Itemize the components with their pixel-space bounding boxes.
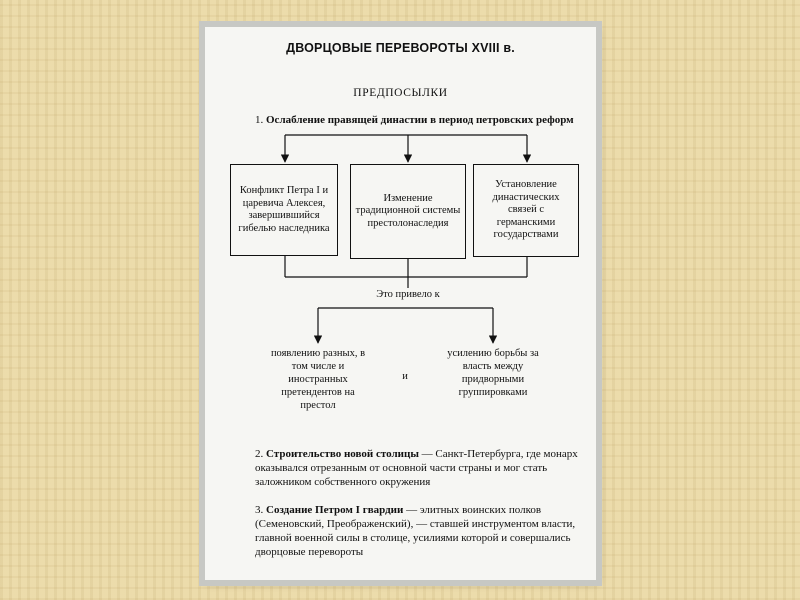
outcome-conjunction: и <box>402 371 408 382</box>
connector-lines <box>205 27 596 580</box>
outcome-right: усилению борьбы за власть между придворными группировками <box>447 348 539 398</box>
item-3-text: — элитных воинских полков (Семеновский, Преображенский), — ставшей инструментом власти, главной военной силы в столице, усилиями которой и совершались дворцовые перевороты <box>255 504 576 558</box>
item-1-number: 1. <box>255 114 264 126</box>
item-2-text: — Санкт-Петербурга, где монарх оказывался отрезанным от основной части страны и мог стать заложником собственного окружения <box>255 448 578 488</box>
item-2-bold: Строительство новой столицы <box>266 448 419 460</box>
item-3 <box>255 503 580 559</box>
cause-box-1: Конфликт Петра I и царевича Алексея, завершившийся гибелью наследника <box>230 164 338 256</box>
outcome-left: появлению разных, в том числе и иностранных претендентов на престол <box>270 348 366 411</box>
item-1-text: Ослабление правящей династии в период петровских реформ <box>266 114 574 126</box>
led-to-label: Это привело к <box>376 289 440 300</box>
item-2 <box>255 447 580 489</box>
diagram-title: ДВОРЦОВЫЕ ПЕРЕВОРОТЫ XVIII в. <box>286 41 515 55</box>
cause-box-2: Изменение традиционной системы престолонаследия <box>350 164 466 259</box>
item-3-number: 3. <box>255 504 264 516</box>
item-2-number: 2. <box>255 448 264 460</box>
item-3-bold: Создание Петром I гвардии <box>266 504 404 516</box>
cause-box-3: Установление династических связей с германскими государствами <box>473 164 579 257</box>
diagram-sheet <box>205 27 596 580</box>
section-heading: ПРЕДПОСЫЛКИ <box>353 87 448 99</box>
